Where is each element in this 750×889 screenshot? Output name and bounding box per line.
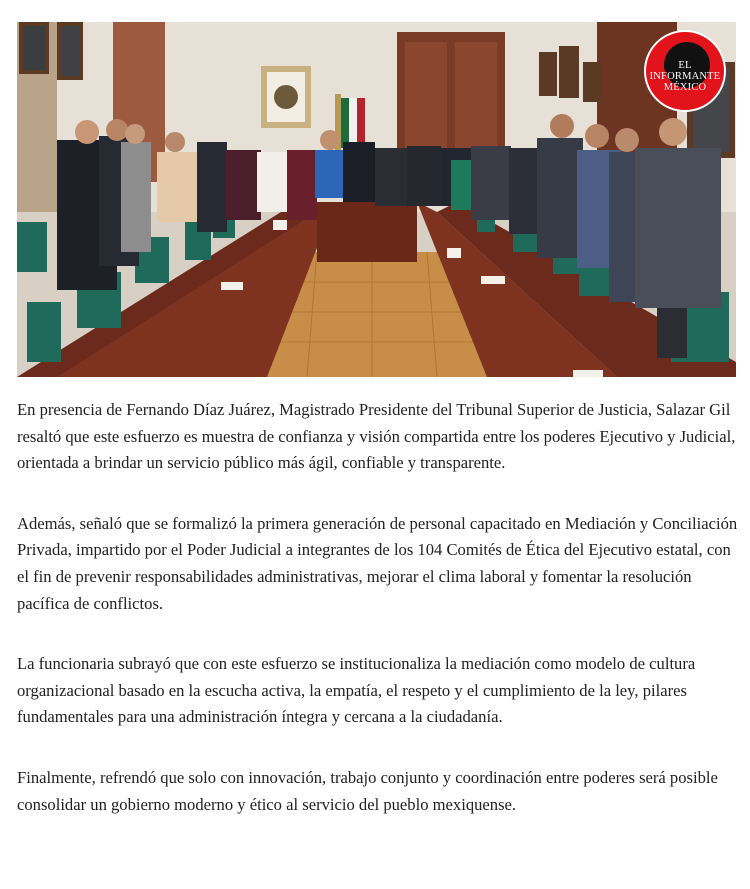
article-body [17, 397, 739, 852]
logo-line-2: INFORMANTE [649, 71, 721, 82]
logo-line-3: MÉXICO [663, 82, 707, 93]
article-paragraph: Finalmente, refrendó que solo con innovación, trabajo conjunto y coordinación entre poderes será posible consolidar un gobierno moderno y ético al servicio del pueblo mexiquense. [17, 767, 718, 814]
logo-line-1: EL [678, 60, 692, 71]
article-paragraph: La funcionaria subrayó que con este esfuerzo se institucionaliza la mediación como modelo de cultura organizacional basado en la escucha activa, la empatía, el respeto y el cumplimiento de la ley, pilares fundamentales para una administración íntegra y cercana a la ciudadanía. [17, 654, 696, 727]
el-informante-logo [644, 30, 726, 112]
article-paragraph: En presencia de Fernando Díaz Juárez, Magistrado Presidente del Tribunal Superior de Justicia, Salazar Gil resaltó que este esfuerzo es muestra de confianza y visión compartida entre los poderes Ejecutivo y Judicial, orientada a brindar un servicio público más ágil, confiable y transparente. [17, 400, 736, 473]
article-paragraph: Además, señaló que se formalizó la primera generación de personal capacitado en Mediación y Conciliación Privada, impartido por el Poder Judicial a integrantes de los 104 Comités de Ética del Ejecutivo estatal, con el fin de prevenir responsabilidades administrativas, mejorar el clima laboral y fomentar la resolución pacífica de conflictos. [17, 513, 738, 613]
logo-text [646, 60, 724, 93]
meeting-room-scene [17, 22, 736, 377]
article-photo [17, 22, 736, 377]
